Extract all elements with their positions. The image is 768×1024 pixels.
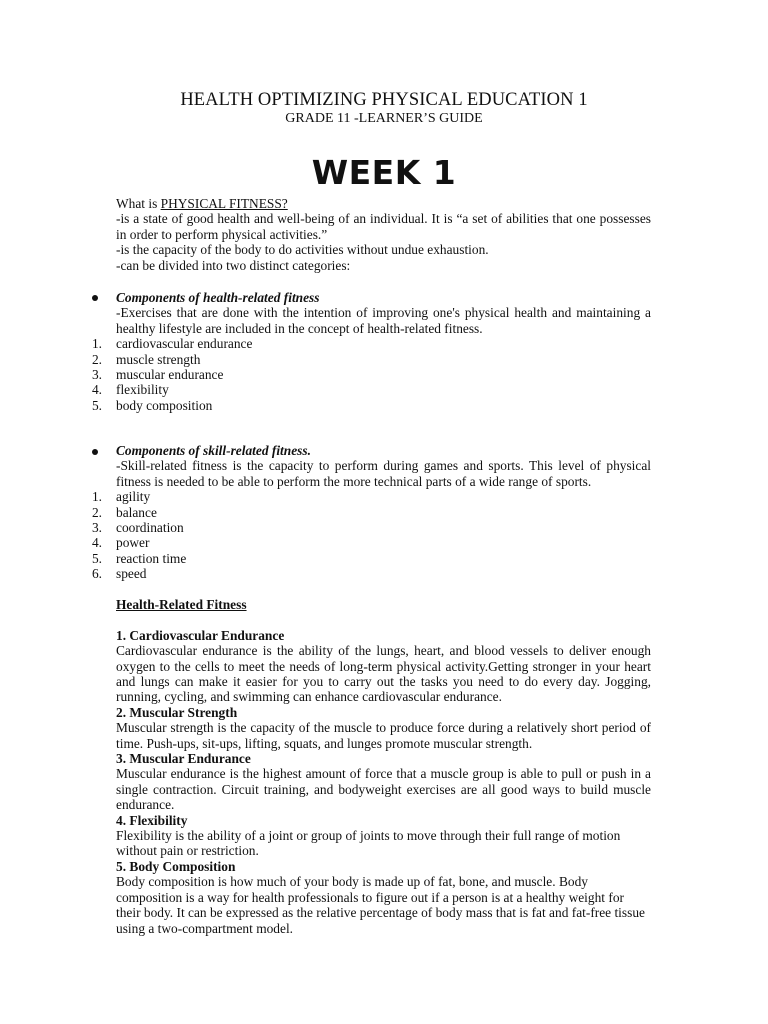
section-title: 2. Muscular Strength [116, 704, 238, 720]
intro-question [116, 196, 651, 211]
list-item: 1. agility [91, 489, 151, 505]
bullet-icon [92, 449, 98, 455]
section-text: Flexibility is the ability of a joint or group of joints to move through their full range of motion without pain or restriction. [116, 828, 621, 859]
list-item: 2. muscle strength [91, 351, 201, 367]
skill-related-list [91, 489, 651, 582]
definition-2: -is the capacity of the body to do activities without undue exhaustion. [116, 242, 489, 258]
section-text: Muscular endurance is the highest amount of force that a muscle group is able to pull or push in a single contraction. Circuit training, and bodyweight exercises are all good ways to build muscle endurance. [116, 766, 651, 813]
list-item: 4. power [91, 535, 150, 551]
skill-related-description: -Skill-related fitness is the capacity to perform during games and sports. This level of physical fitness is needed to be able to perform the more technical parts of a wide range of sports. [116, 458, 651, 489]
list-item: 6. speed [91, 566, 147, 582]
question-prefix: What is [116, 196, 161, 211]
list-item: 5. reaction time [91, 550, 187, 566]
question-term: PHYSICAL FITNESS? [160, 196, 288, 211]
section-title: 1. Cardiovascular Endurance [116, 627, 285, 643]
document-title: HEALTH OPTIMIZING PHYSICAL EDUCATION 1 [180, 90, 588, 110]
details-heading: Health-Related Fitness [116, 597, 247, 612]
list-item: 2. balance [91, 504, 157, 520]
intro-section [116, 196, 651, 273]
details-section [116, 597, 651, 936]
health-related-heading: Components of health-related fitness [116, 290, 320, 305]
document-subtitle: GRADE 11 -LEARNER’S GUIDE [285, 111, 483, 126]
list-item: 5. body composition [91, 397, 213, 413]
skill-related-heading: Components of skill-related fitness. [116, 443, 311, 458]
section-title: 5. Body Composition [116, 858, 236, 874]
bullet-icon [92, 295, 98, 301]
section-text: Cardiovascular endurance is the ability of the lungs, heart, and blood vessels to deliver enough oxygen to the cells to meet the needs of long-term physical activity.Getting stronger in your heart and lungs can make it easier for you to carry out the tasks you need to do every day. Jogging, running, cycling, and swimming can enhance cardiovascular endurance. [116, 643, 651, 705]
section-title: 3. Muscular Endurance [116, 751, 251, 767]
health-related-section [91, 290, 651, 413]
list-item: 1. cardiovascular endurance [91, 336, 253, 352]
health-related-description: -Exercises that are done with the intention of improving one's physical health and maintaining a healthy lifestyle are included in the concept of health-related fitness. [116, 305, 651, 336]
list-item: 3. muscular endurance [91, 367, 224, 382]
section-title: 4. Flexibility [116, 812, 188, 828]
week-heading: WEEK 1 [311, 153, 457, 192]
health-related-list [91, 336, 651, 413]
section-text: Muscular strength is the capacity of the muscle to produce force during a relatively short period of time. Push-ups, sit-ups, lifting, squats, and lunges promote muscular strength. [116, 720, 651, 751]
section-text: Body composition is how much of your body is made up of fat, bone, and muscle. Body composition is a way for health professionals to figure out if a person is at a healthy weight for their body. It can be expressed as the relative percentage of body mass that is fat and fat-free tissue using a two-compartment model. [116, 874, 645, 936]
list-item: 3. coordination [91, 520, 184, 535]
list-item: 4. flexibility [91, 382, 169, 398]
skill-related-section [91, 443, 651, 582]
definition-3: -can be divided into two distinct categories: [116, 257, 351, 273]
definition-1: -is a state of good health and well-being of an individual. It is “a set of abilities that one possesses in order to perform physical activities.” [116, 211, 651, 242]
